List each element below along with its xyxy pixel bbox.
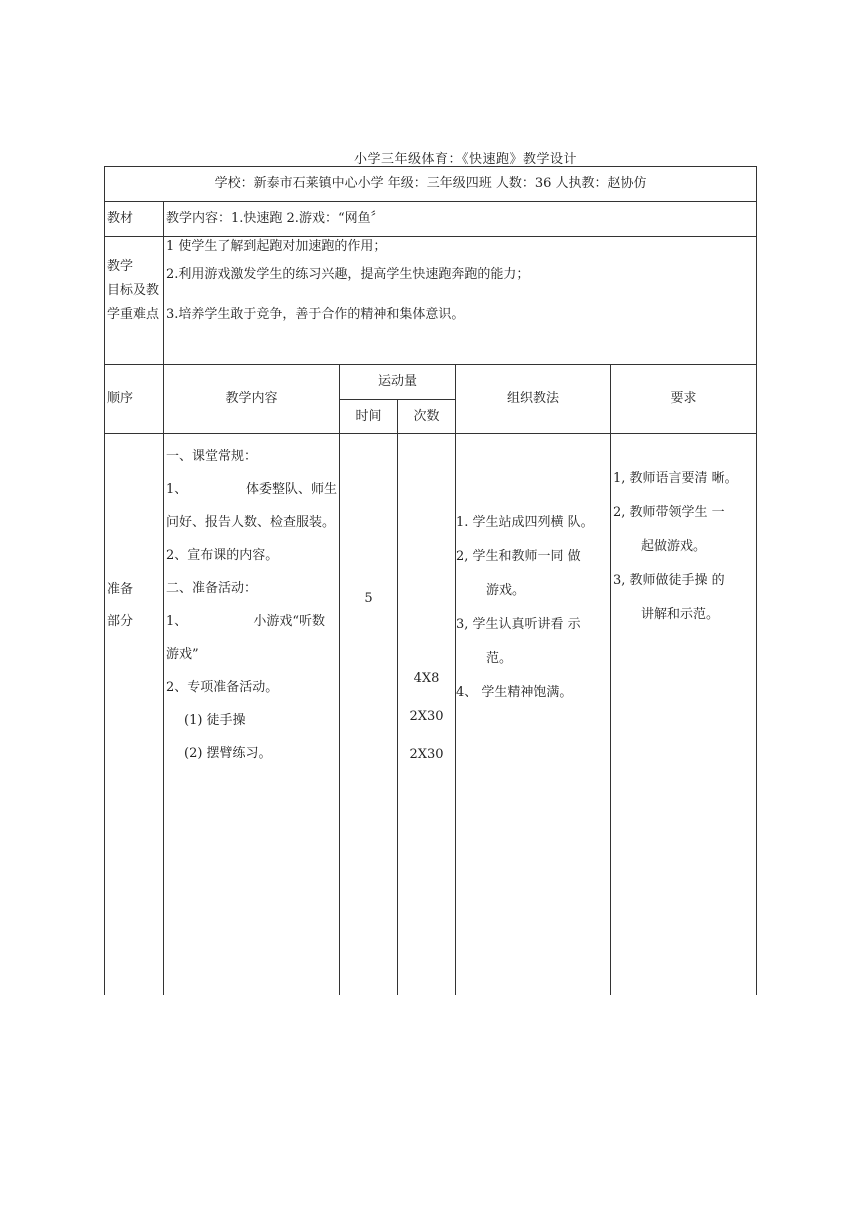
method-header: 组织教法 bbox=[456, 365, 611, 434]
requirement-header: 要求 bbox=[611, 365, 757, 434]
content-header: 教学内容 bbox=[164, 365, 340, 434]
page-title: 小学三年级体育：《快速跑》教学设计 bbox=[354, 152, 578, 167]
prep-requirement: 1, 教师语言要清 晰。 2, 教师带领学生 一 起做游戏。 3, 教师做徒手操 的 讲解和示范。 bbox=[611, 434, 757, 996]
goal-item: 3.培养学生敢于竞争，善于合作的精神和集体意识。 bbox=[166, 307, 465, 322]
count-value: 4X8 bbox=[413, 671, 440, 686]
goal-item: 2.利用游戏激发学生的练习兴趣，提高学生快速跑奔跑的能力； bbox=[166, 267, 530, 282]
count-value: 2X30 bbox=[409, 709, 444, 724]
prep-section-label: 准备 部分 bbox=[105, 434, 164, 996]
goals-list bbox=[164, 237, 757, 365]
count-value: 2X30 bbox=[409, 747, 444, 762]
goal-item: 1 使学生了解到起跑对加速跑的作用； bbox=[166, 239, 387, 254]
prep-method: 1. 学生站成四列横 队。 2, 学生和教师一同 做 游戏。 3, 学生认真听讲看 示 范。 4、 学生精神饱满。 bbox=[456, 434, 611, 996]
prep-content: 一、课堂常规： 1、 体委整队、师生 问好、报告人数、检查服装。 2、宣布课的内容。 二、准备活动： 1、 小游戏“听数 游戏” 2、专项准备活动。 (1) 徒手操 (2) 摆臂练习。 bbox=[164, 434, 340, 996]
school-info: 学校：新泰市石莱镇中心小学 年级：三年级四班 人数：36 人执教：赵协仿 bbox=[105, 167, 757, 202]
material-label: 教材 bbox=[105, 202, 164, 237]
prep-time: 5 bbox=[340, 434, 398, 996]
count-header: 次数 bbox=[398, 400, 456, 434]
material-value: 教学内容：1.快速跑 2.游戏：“网鱼〞 bbox=[164, 202, 757, 237]
prep-counts bbox=[398, 434, 456, 996]
lesson-plan-table bbox=[104, 166, 756, 995]
time-header: 时间 bbox=[340, 400, 398, 434]
goals-label: 教学 目标及教 学重难点 bbox=[105, 237, 164, 365]
load-header: 运动量 bbox=[340, 365, 456, 400]
order-header: 顺序 bbox=[105, 365, 164, 434]
